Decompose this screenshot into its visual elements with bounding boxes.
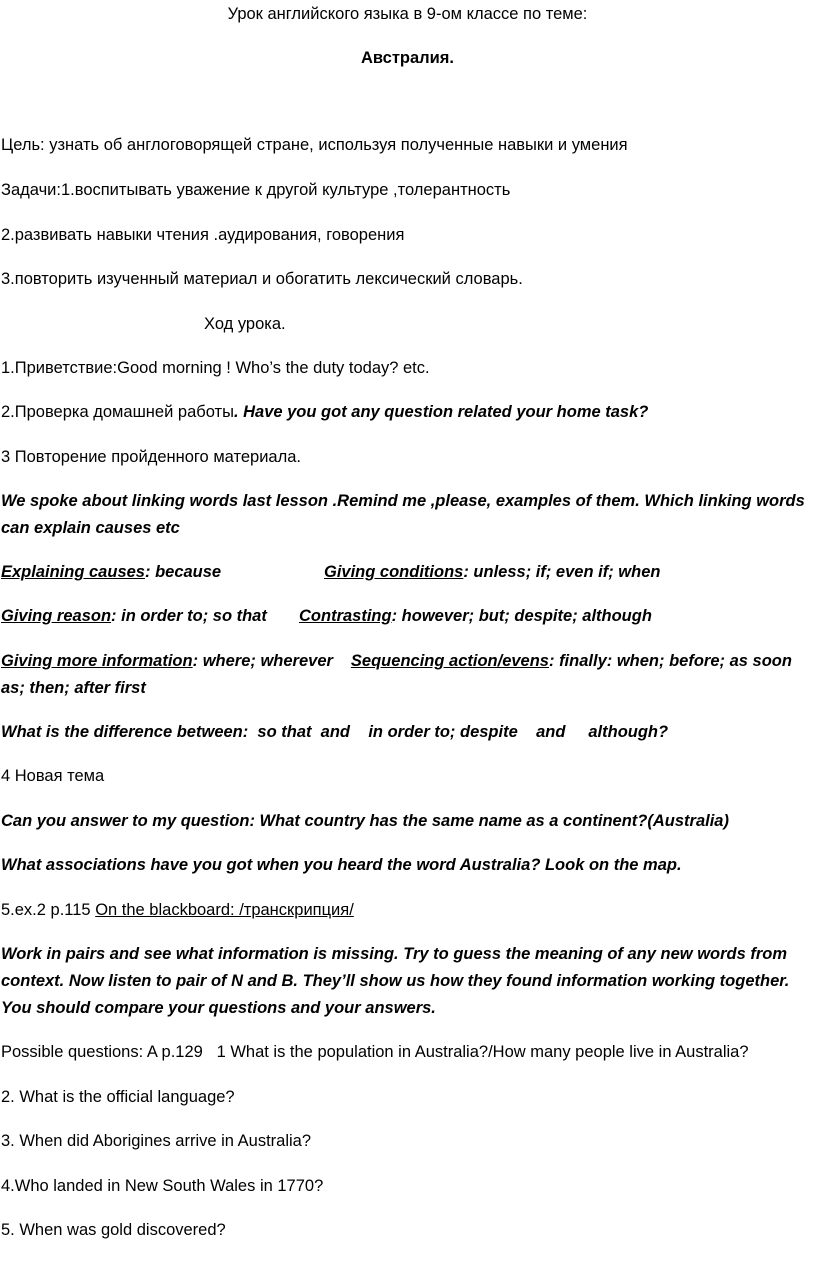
lesson-topic: Австралия. [361,49,454,67]
linking-row-3 [1,648,814,702]
question-2: 2. What is the official language? [1,1088,235,1106]
step-homework-label: 2.Проверка домашней работы [1,403,234,421]
sequencing-label: Sequencing action/evens [350,652,549,670]
giving-conditions-value: : unless; if; even if; when [463,563,661,581]
step-exercise [1,897,814,924]
giving-reason-label: Giving reason [1,607,112,625]
linking-row-2 [1,603,814,630]
lesson-task-2: 2.развивать навыки чтения .аудирования, говорения [1,226,405,244]
explaining-causes-label: Explaining causes [1,563,145,581]
contrasting-label: Contrasting [299,607,392,625]
giving-more-info-label: Giving more information [1,652,193,670]
continent-question: Can you answer to my question: What country has the same name as a continent?(Australia) [1,812,729,830]
lesson-plan-heading: Ход урока. [204,315,286,333]
blackboard-note: On the blackboard: /транскрипция/ [95,901,354,919]
lesson-task-1: Задачи:1.воспитывать уважение к другой культуре ,толерантность [1,181,511,199]
linking-row-1 [1,559,814,586]
linking-words-prompt: We spoke about linking words last lesson .Remind me ,please, examples of them. Which linking words can explain causes etc [1,492,805,537]
step-homework-check [1,399,814,426]
question-4: 4.Who landed in New South Wales in 1770? [1,1177,324,1195]
step-greeting: 1.Приветствие:Good morning ! Who’s the duty today? etc. [1,359,430,377]
giving-reason-value: : in order to; so that [111,607,267,625]
contrasting-value: : however; but; despite; although [391,607,652,625]
question-3: 3. When did Aborigines arrive in Australia? [1,1132,312,1150]
sequencing-value: : finally: when; before; as soon as; then; after first [1,652,792,697]
giving-more-info-value: : where; wherever [192,652,333,670]
lesson-aim: Цель: узнать об англоговорящей стране, используя полученные навыки и умения [1,136,628,154]
step-new-topic: 4 Новая тема [1,767,105,785]
associations-question: What associations have you got when you heard the word Australia? Look on the map. [1,856,682,874]
explaining-causes-value: : because [144,563,222,581]
step-homework-question: . Have you got any question related your home task? [233,403,649,421]
question-5: 5. When was gold discovered? [1,1221,226,1239]
exercise-reference: 5.ex.2 p.115 [1,901,96,919]
step-revision: 3 Повторение пройденного материала. [1,448,301,466]
difference-question: What is the difference between: so that and in order to; despite and although? [1,723,669,741]
question-1: Possible questions: A p.129 1 What is the population in Australia?/How many people live in Australia? [1,1043,749,1061]
giving-conditions-label: Giving conditions [324,563,464,581]
lesson-task-3: 3.повторить изученный материал и обогатить лексический словарь. [1,270,523,288]
lesson-title: Урок английского языка в 9-ом классе по теме: [227,5,588,23]
pair-work-task: Work in pairs and see what information is missing. Try to guess the meaning of any new words from context. Now listen to pair of N and B. They’ll show us how they found information working together. You should compare your questions and your answers. [1,945,790,1017]
